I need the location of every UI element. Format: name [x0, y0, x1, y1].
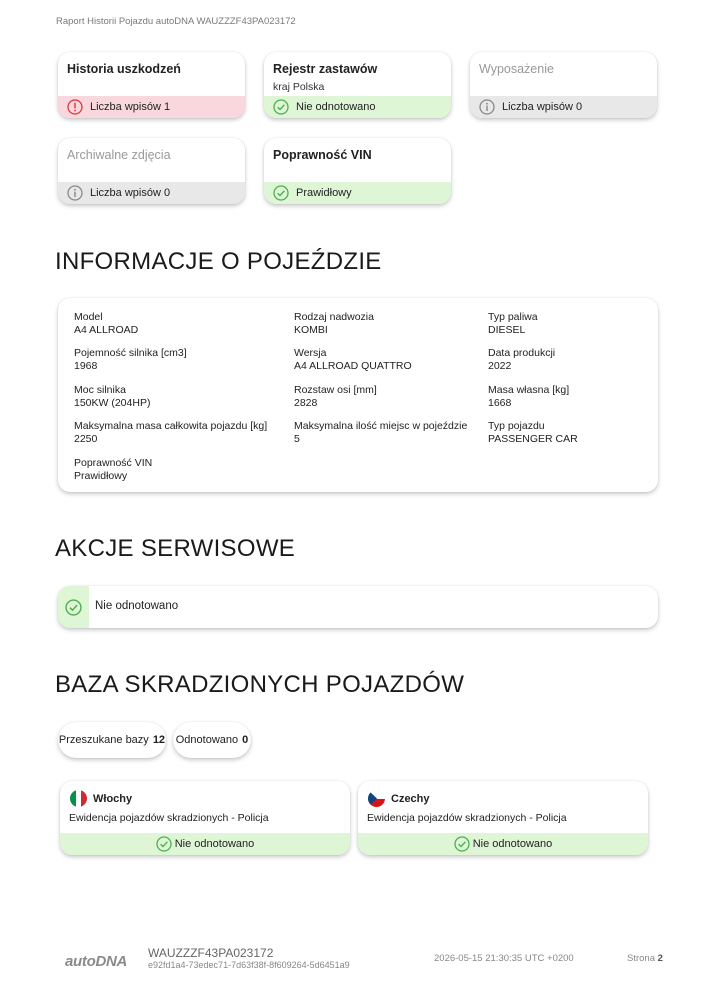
- card-title: Historia uszkodzeń: [67, 62, 181, 76]
- card-vin-validity[interactable]: [264, 138, 451, 204]
- service-status-icon-area: [58, 586, 89, 628]
- field-value: 1668: [488, 397, 512, 409]
- field-engine-capacity: [74, 347, 187, 373]
- field-label: Masa własna [kg]: [488, 384, 570, 396]
- exclamation-circle-icon: [67, 99, 83, 115]
- stolen-db-title: BAZA SKRADZIONYCH POJAZDÓW: [55, 671, 465, 698]
- field-value: PASSENGER CAR: [488, 433, 578, 445]
- country-header: [368, 790, 430, 807]
- field-label: Typ pojazdu: [488, 420, 545, 432]
- service-status-text: Nie odnotowano: [95, 600, 179, 612]
- service-actions-card: [58, 586, 658, 628]
- footer-page-number: [627, 953, 663, 964]
- card-subtitle: kraj Polska: [273, 81, 325, 93]
- card-status-strip: [58, 182, 245, 204]
- field-label: Data produkcji: [488, 347, 556, 359]
- italy-flag-icon: [70, 790, 87, 807]
- service-actions-title: AKCJE SERWISOWE: [55, 535, 296, 562]
- autodna-logo: autoDNA: [65, 953, 128, 970]
- card-title: Poprawność VIN: [273, 148, 372, 162]
- field-value: A4 ALLROAD QUATTRO: [294, 360, 412, 372]
- check-circle-icon: [273, 99, 289, 115]
- card-status-text: Nie odnotowano: [296, 101, 376, 113]
- page-footer: [0, 945, 718, 975]
- country-status-text: Nie odnotowano: [174, 838, 255, 850]
- field-max-seats: [294, 420, 467, 446]
- field-label: Moc silnika: [74, 384, 126, 396]
- field-value: 2828: [294, 397, 318, 409]
- footer-datetime: 2026-05-15 21:30:35 UTC +0200: [434, 953, 574, 964]
- vehicle-info-card: [58, 298, 658, 492]
- field-label: Maksymalna masa całkowita pojazdu [kg]: [74, 420, 268, 432]
- field-vehicle-type: [488, 420, 578, 446]
- country-name: Włochy: [93, 792, 133, 805]
- searched-databases-pill: [58, 722, 166, 758]
- field-value: DIESEL: [488, 324, 526, 336]
- field-label: Rodzaj nadwozia: [294, 311, 374, 323]
- field-label: Model: [74, 311, 103, 323]
- field-label: Maksymalna ilość miejsc w pojeździe: [294, 420, 468, 432]
- field-engine-power: [74, 384, 150, 410]
- card-pledge-register[interactable]: [264, 52, 451, 118]
- report-header: Raport Historii Pojazdu autoDNA WAUZZZF43PA023172: [56, 16, 296, 27]
- country-status-strip: [60, 833, 350, 855]
- czech-flag-icon: [368, 790, 385, 807]
- field-fuel-type: [488, 311, 538, 337]
- check-circle-icon: [273, 185, 289, 201]
- field-label: Poprawność VIN: [74, 457, 153, 469]
- card-status-text: Liczba wpisów 0: [502, 101, 583, 113]
- field-value: 5: [294, 433, 300, 445]
- card-status-strip: [264, 96, 451, 118]
- card-status-text: Prawidłowy: [296, 187, 352, 199]
- info-circle-icon: [479, 99, 495, 115]
- card-title: Archiwalne zdjęcia: [67, 148, 171, 162]
- check-circle-icon: [65, 599, 82, 616]
- field-max-gross-weight: [74, 420, 267, 446]
- field-label: Wersja: [294, 347, 327, 359]
- found-label: Odnotowano: [175, 734, 239, 746]
- card-status-strip: [58, 96, 245, 118]
- field-label: Rozstaw osi [mm]: [294, 384, 377, 396]
- field-value: 2250: [74, 433, 98, 445]
- footer-hash: e92fd1a4-73edec71-7d63f38f-8f609264-5d6451a9: [148, 960, 350, 970]
- country-status-text: Nie odnotowano: [472, 838, 553, 850]
- card-status-text: Liczba wpisów 1: [90, 101, 171, 113]
- page-label: Strona: [627, 953, 655, 964]
- card-damage-history[interactable]: [58, 52, 245, 118]
- country-card-italy: [60, 781, 350, 855]
- field-label: Pojemność silnika [cm3]: [74, 347, 187, 359]
- found-count: 0: [242, 734, 249, 746]
- card-equipment[interactable]: [470, 52, 657, 118]
- field-body-type: [294, 311, 374, 337]
- field-value: 150KW (204HP): [74, 397, 151, 409]
- country-database-name: Ewidencja pojazdów skradzionych - Policja: [367, 812, 567, 824]
- field-value: A4 ALLROAD: [74, 324, 139, 336]
- check-circle-icon: [454, 836, 470, 852]
- field-value: 2022: [488, 360, 512, 372]
- card-title: Rejestr zastawów: [273, 62, 378, 76]
- field-wheelbase: [294, 384, 377, 410]
- searched-label: Przeszukane bazy: [58, 734, 149, 746]
- vehicle-info-title: INFORMACJE O POJEŹDZIE: [55, 248, 382, 275]
- card-status-strip: [264, 182, 451, 204]
- country-status-strip: [358, 833, 648, 855]
- card-title: Wyposażenie: [479, 62, 554, 76]
- card-status-strip: [470, 96, 657, 118]
- found-records-pill: [173, 722, 251, 758]
- country-database-name: Ewidencja pojazdów skradzionych - Policja: [69, 812, 269, 824]
- field-value: KOMBI: [294, 324, 328, 336]
- footer-vin: WAUZZZF43PA023172: [148, 946, 274, 960]
- country-card-czechia: [358, 781, 648, 855]
- page-number: 2: [657, 953, 663, 964]
- card-archive-photos[interactable]: [58, 138, 245, 204]
- field-value: 1968: [74, 360, 98, 372]
- field-model: [74, 311, 138, 337]
- field-curb-weight: [488, 384, 569, 410]
- check-circle-icon: [156, 836, 172, 852]
- field-vin-validity: [74, 457, 152, 483]
- field-label: Typ paliwa: [488, 311, 538, 323]
- info-circle-icon: [67, 185, 83, 201]
- searched-count: 12: [152, 734, 166, 746]
- country-header: [70, 790, 132, 807]
- field-production-date: [488, 347, 555, 373]
- country-name: Czechy: [391, 792, 430, 805]
- field-version: [294, 347, 412, 373]
- field-value: Prawidłowy: [74, 470, 128, 482]
- card-status-text: Liczba wpisów 0: [90, 187, 171, 199]
